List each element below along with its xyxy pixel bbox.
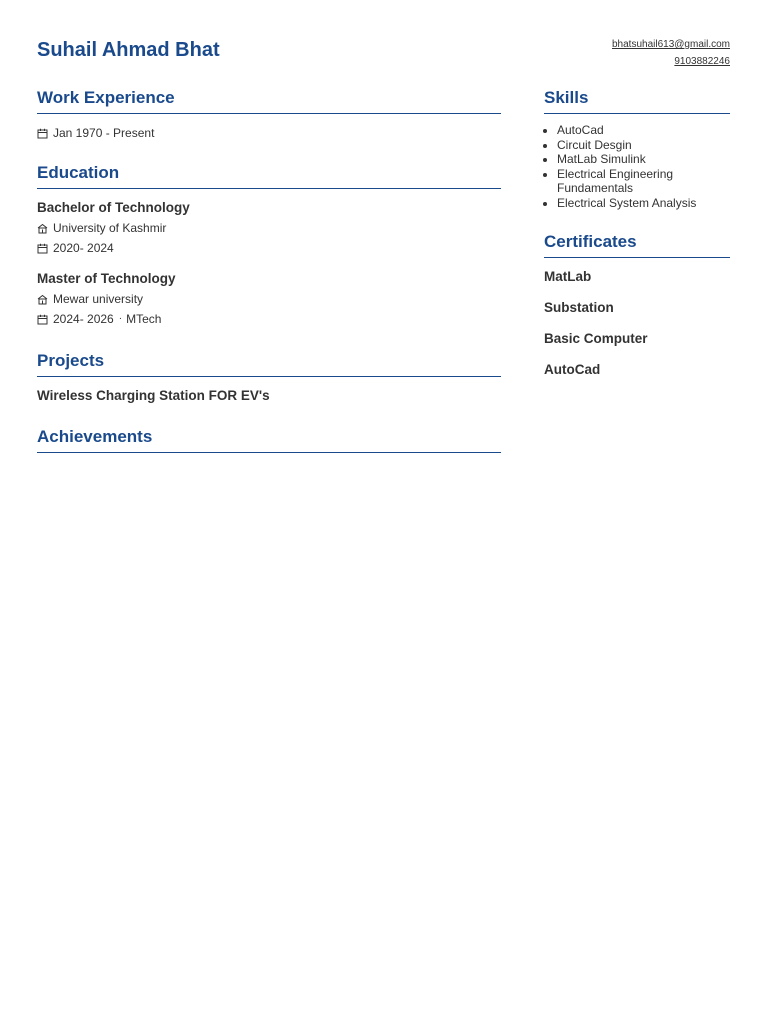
institution-line bbox=[37, 289, 501, 309]
skill-item: • MatLab Simulink bbox=[557, 152, 730, 167]
section-title-certificates: Certificates bbox=[544, 230, 730, 258]
degree-abbreviation: MTech bbox=[126, 312, 162, 326]
section-title-work-experience: Work Experience bbox=[37, 86, 501, 114]
section-title-education: Education bbox=[37, 161, 501, 189]
phone-link[interactable]: 9103882246 bbox=[674, 56, 730, 67]
calendar-icon bbox=[37, 314, 48, 325]
education-entry bbox=[37, 198, 501, 258]
institution-line bbox=[37, 218, 501, 238]
section-title-skills: Skills bbox=[544, 86, 730, 114]
separator-dot: · bbox=[118, 313, 123, 324]
education-dates: 2020- 2024 bbox=[53, 241, 114, 255]
building-icon bbox=[37, 223, 48, 234]
left-column bbox=[37, 86, 501, 462]
section-title-projects: Projects bbox=[37, 349, 501, 377]
skill-item: • Electrical System Analysis bbox=[557, 196, 730, 211]
certificate-item: AutoCad bbox=[544, 362, 601, 377]
email-link[interactable]: bhatsuhail613@gmail.com bbox=[612, 39, 730, 50]
right-column bbox=[544, 86, 730, 391]
dates-line bbox=[37, 238, 501, 258]
education-section bbox=[37, 161, 501, 349]
institution-name: University of Kashmir bbox=[53, 221, 167, 235]
institution-name: Mewar university bbox=[53, 292, 144, 306]
candidate-name: Suhail Ahmad Bhat bbox=[37, 39, 220, 61]
skills-section bbox=[544, 86, 730, 230]
certificates-section bbox=[544, 230, 730, 380]
certificate-item: Substation bbox=[544, 300, 614, 315]
calendar-icon bbox=[37, 128, 48, 139]
resume-header bbox=[37, 36, 730, 76]
skill-item: • Circuit Desgin bbox=[557, 138, 730, 153]
project-item: Wireless Charging Station FOR EV's bbox=[37, 388, 270, 403]
skill-item: • AutoCad bbox=[557, 123, 730, 138]
work-date: Jan 1970 - Present bbox=[53, 126, 155, 140]
work-date-line bbox=[37, 123, 501, 143]
skill-item: • Electrical Engineering Fundamentals bbox=[557, 167, 730, 196]
achievements-section bbox=[37, 425, 501, 453]
calendar-icon bbox=[37, 243, 48, 254]
section-title-achievements: Achievements bbox=[37, 425, 501, 453]
work-experience-section bbox=[37, 86, 501, 161]
contact-info bbox=[612, 36, 730, 70]
dates-line bbox=[37, 309, 501, 329]
projects-section bbox=[37, 349, 501, 425]
education-dates: 2024- 2026 bbox=[53, 312, 114, 326]
skills-list bbox=[544, 123, 730, 210]
certificate-item: MatLab bbox=[544, 269, 592, 284]
education-entry bbox=[37, 269, 501, 329]
degree-title: Bachelor of Technology bbox=[37, 200, 190, 215]
degree-title: Master of Technology bbox=[37, 271, 176, 286]
building-icon bbox=[37, 294, 48, 305]
certificate-item: Basic Computer bbox=[544, 331, 648, 346]
